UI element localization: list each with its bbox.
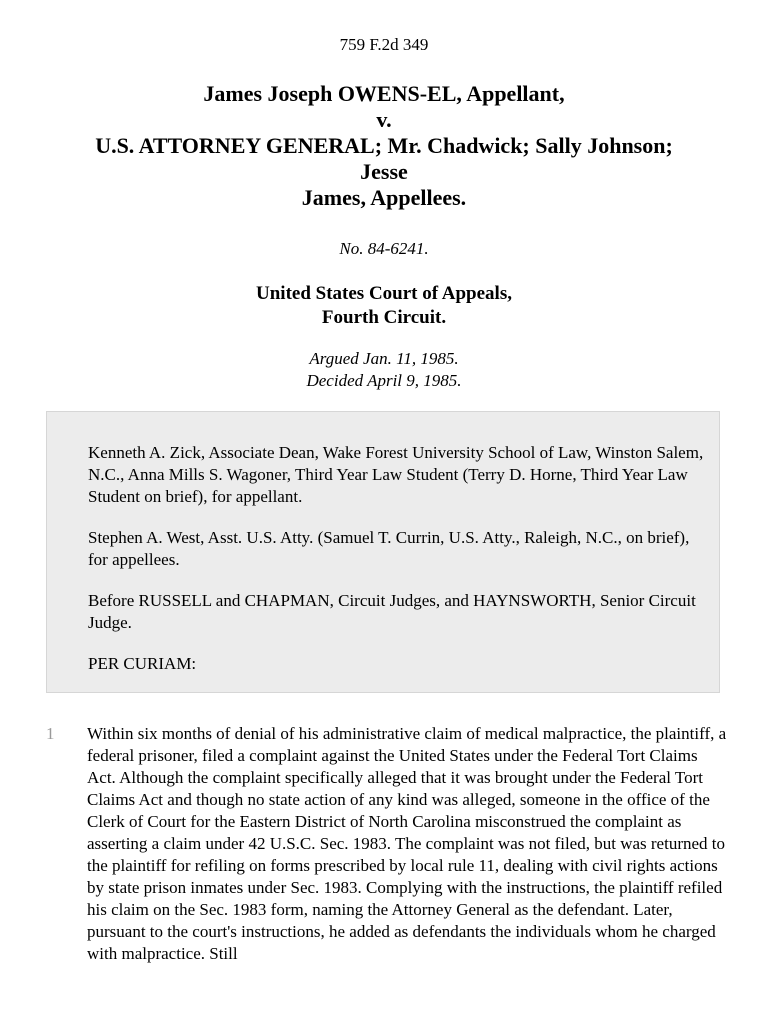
panel-judges: Before RUSSELL and CHAPMAN, Circuit Judges, and HAYNSWORTH, Senior Circuit Judge.	[88, 591, 696, 632]
caption-appellees-line1: U.S. ATTORNEY GENERAL; Mr. Chadwick; Sally Johnson;	[95, 133, 673, 158]
docket-number: No. 84-6241.	[339, 239, 429, 258]
court-name	[0, 282, 768, 330]
caption-appellees-line3: James, Appellees.	[301, 185, 467, 210]
counsel-box	[46, 411, 720, 693]
argued-date: Argued Jan. 11, 1985.	[309, 349, 459, 368]
per-curiam-label: PER CURIAM:	[88, 654, 197, 673]
counsel-appellees: Stephen A. West, Asst. U.S. Atty. (Samuel T. Currin, U.S. Atty., Raleigh, N.C., on brief), for appellees.	[88, 528, 690, 569]
court-name-line1: United States Court of Appeals,	[256, 283, 512, 304]
case-caption	[0, 81, 768, 211]
paragraph-text: Within six months of denial of his administrative claim of medical malpractice, the plaintiff, a federal prisoner, filed a complaint against the United States under the Federal Tort Claims Act. Although the complaint specifically alleged that it was brought under the Federal Tort Claims Act and though no state action of any kind was alleged, someone in the office of the Clerk of Court for the Eastern District of North Carolina misconstrued the complaint as asserting a claim under 42 U.S.C. Sec. 1983. The complaint was not filed, but was returned to the plaintiff for refiling on forms prescribed by local rule 11, dealing with civil rights actions by state prison inmates under Sec. 1983. Complying with the instructions, the plaintiff refiled his claim on the Sec. 1983 form, naming the Attorney General as the defendant. Later, pursuant to the court's instructions, he added as defendants the individuals whom he charged with malpractice. Still	[87, 724, 727, 963]
paragraph-number: 1	[46, 724, 55, 743]
caption-appellees-line2: Jesse	[360, 159, 408, 184]
decided-date: Decided April 9, 1985.	[306, 371, 462, 390]
case-dates	[0, 348, 768, 392]
caption-appellant: James Joseph OWENS-EL, Appellant,	[203, 81, 565, 106]
case-citation: 759 F.2d 349	[339, 35, 429, 54]
counsel-appellant: Kenneth A. Zick, Associate Dean, Wake Forest University School of Law, Winston Salem, N.C., Anna Mills S. Wagoner, Third Year Law Student (Terry D. Horne, Third Year Law Student on brief), for appellant.	[88, 443, 704, 506]
caption-versus: v.	[376, 107, 392, 132]
court-name-line2: Fourth Circuit.	[321, 307, 447, 328]
